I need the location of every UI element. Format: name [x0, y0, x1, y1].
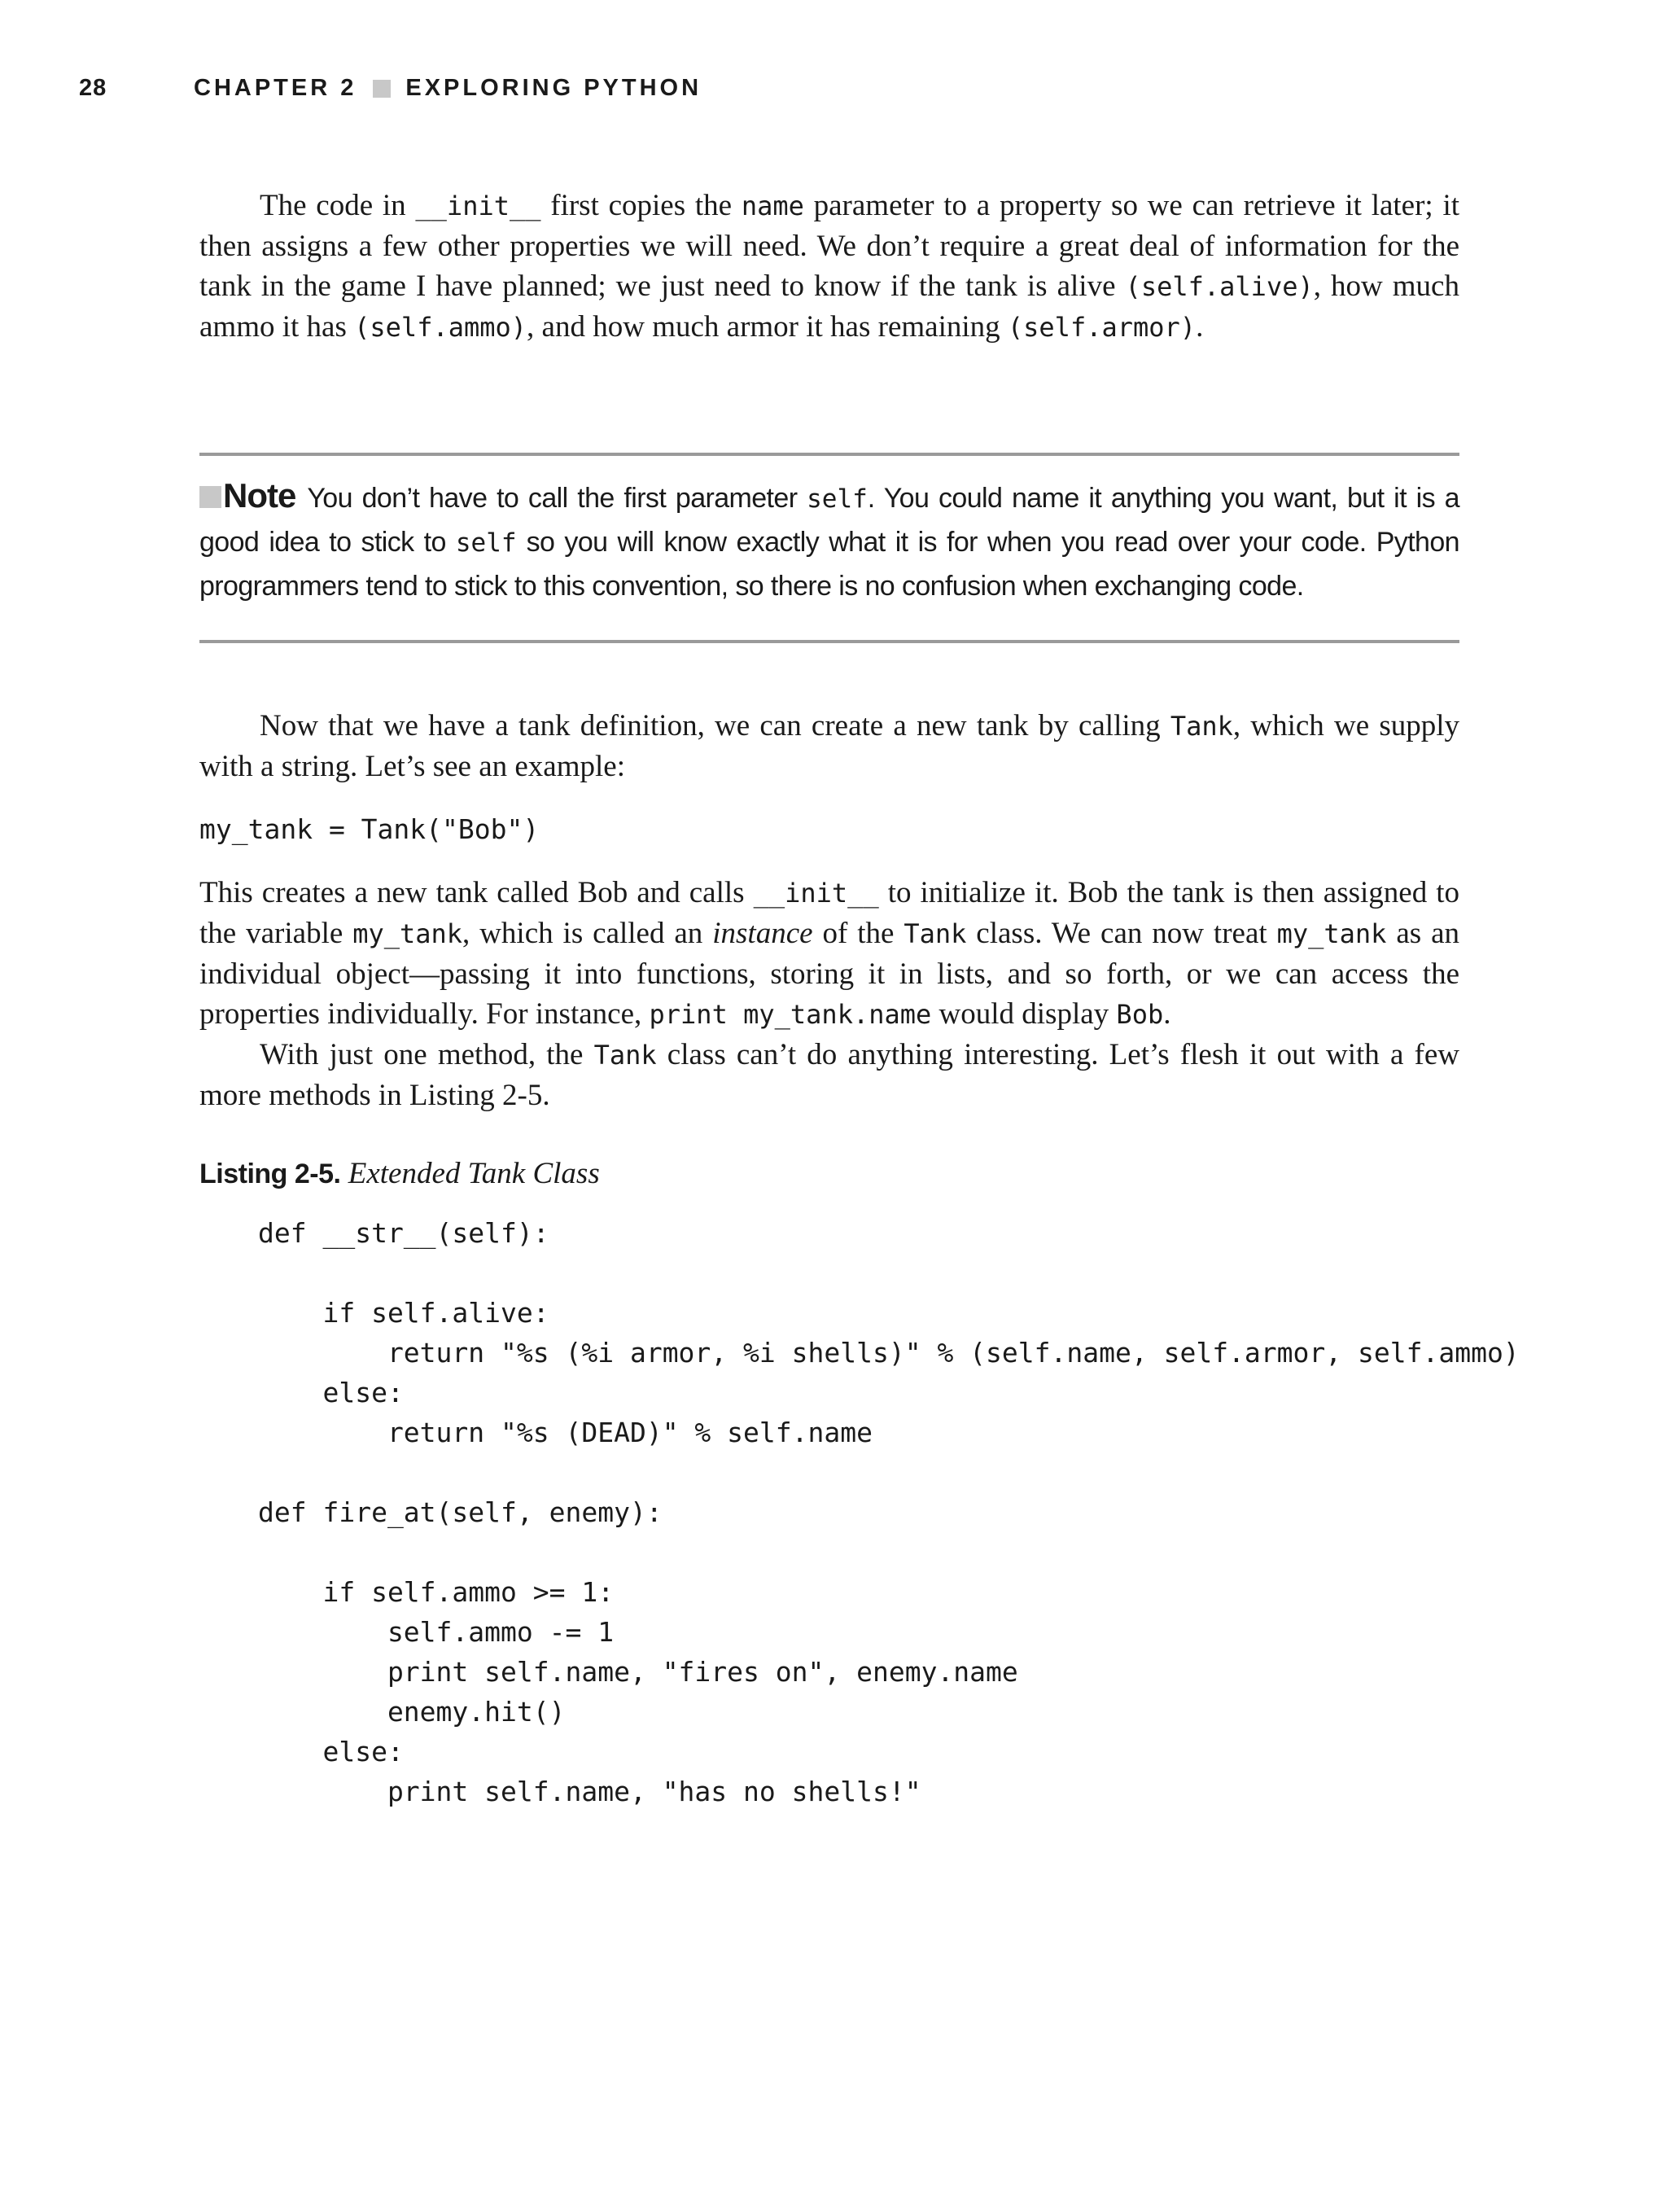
- paragraph-more-methods: With just one method, the Tank class can’t do anything interesting. Let’s flesh it out with a few more methods in Listing 2-5.: [199, 1038, 1459, 1112]
- note-label: Note: [223, 476, 296, 515]
- paragraph-text: Now that we have a tank definition, we can create a new tank by calling Tank, which we supply with a string. Let’s see an example:: [199, 709, 1459, 783]
- note-square-icon: [199, 486, 221, 508]
- chapter-label: CHAPTER 2: [194, 75, 357, 101]
- paragraph-tank-definition: [199, 706, 1459, 786]
- chapter-title: EXPLORING PYTHON: [405, 75, 702, 101]
- running-header: [0, 75, 1667, 107]
- separator-square-icon: [373, 80, 391, 98]
- paragraph-instance: [199, 873, 1459, 1115]
- paragraph-init-explanation: [199, 186, 1459, 348]
- listing-title: Extended Tank Class: [348, 1157, 600, 1190]
- paragraph-text: The code in __init__ first copies the name parameter to a property so we can retrieve it later; it then assigns a few other properties we will need. We don’t require a great deal of information for the tank in the game I have planned; we just need to know if the tank is alive (self.alive), how much ammo it has (self.ammo), and how much armor it has remaining (self.armor).: [199, 189, 1460, 344]
- listing-caption: [199, 1154, 600, 1194]
- note-top-rule: [199, 453, 1459, 456]
- page-number: 28: [79, 75, 107, 101]
- code-example: my_tank = Tank("Bob"): [199, 813, 540, 845]
- note-bottom-rule: [199, 640, 1459, 643]
- paragraph-text: This creates a new tank called Bob and calls __init__ to initialize it. Bob the tank is then assigned to the variable my_tank, which is called an instance of the Tank class. We can now treat my_tank as an individual object—passing it into functions, storing it in lists, and so forth, or we can access the properties individually. For instance, print my_tank.name would display Bob.: [199, 876, 1460, 1031]
- code-listing: def __str__(self): if self.alive: return "%s (%i armor, %i shells)" % (self.name, self.armor, self.ammo) else: return "%s (DEAD)" % self.name def fire_at(self, enemy): if self.ammo >= 1: self.ammo -= 1 print self.name, "fires on", enemy.name enemy.hit() else: print self.name, "has no shells!": [258, 1217, 1520, 1807]
- running-head: [194, 75, 702, 102]
- listing-label: Listing 2-5.: [199, 1159, 341, 1189]
- note-box: Note You don’t have to call the first parameter self. You could name it anything you want, but it is a good idea to stick to self so you will know exactly what it is for when you read over your code. Python programmers tend to stick to this convention, so there is no confusion when exchanging code.: [199, 476, 1459, 602]
